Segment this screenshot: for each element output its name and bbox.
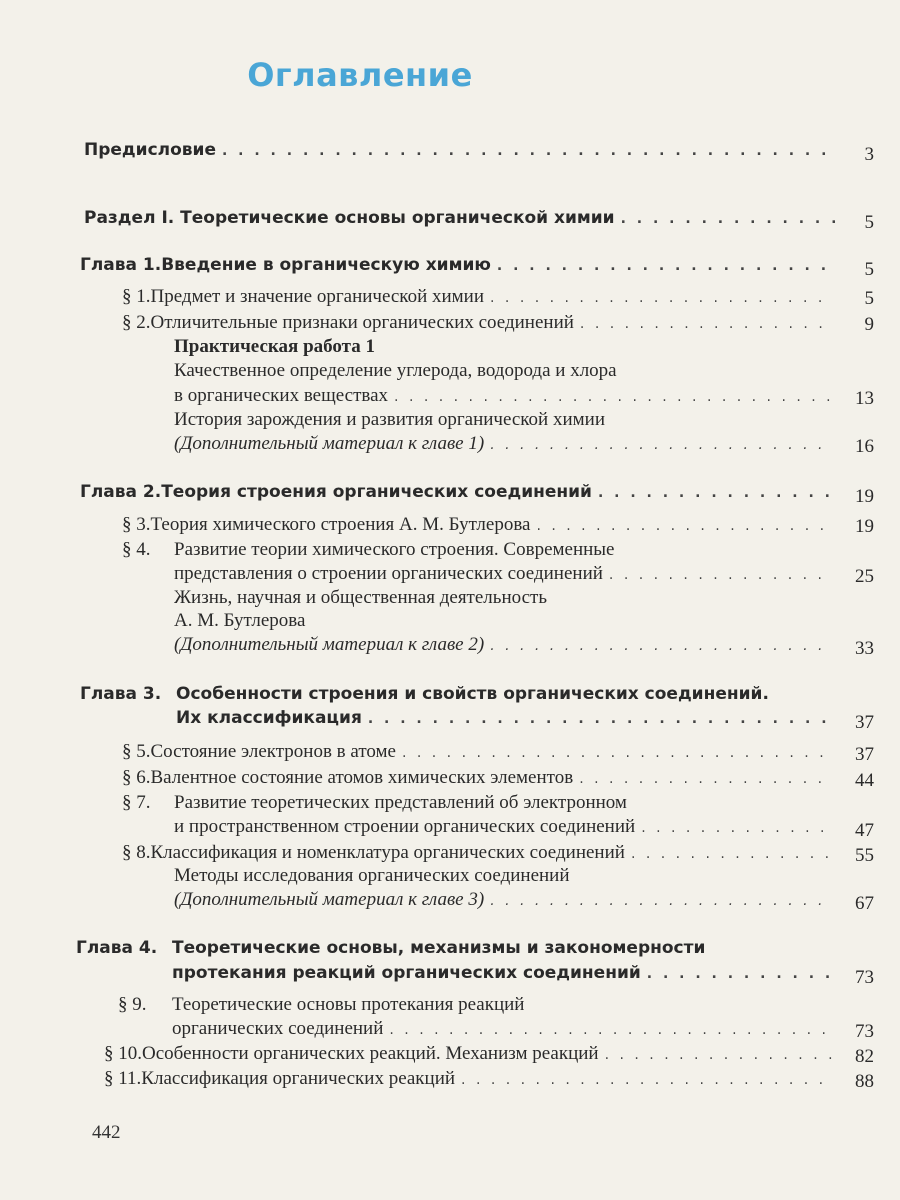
page-number: 5 [864, 259, 874, 280]
toc-entry-methods-line[interactable]: (Дополнительный материал к главе 3) . . . [0, 889, 838, 911]
page-number: 13 [855, 388, 874, 409]
dot-leader [394, 389, 832, 405]
toc-entry-chapter-2[interactable]: Глава 2. Теория строения органических соединений . . . [0, 482, 838, 502]
toc-entry-section-1[interactable]: Раздел I. Теоретические основы органической химии . . . [0, 208, 844, 228]
page-number: 19 [855, 486, 874, 507]
page-number: 3 [864, 144, 874, 165]
page-number: 73 [855, 967, 874, 988]
toc-entry-paragraph-5[interactable]: § 5. Состояние электронов в атоме . . . [0, 741, 838, 763]
toc-entry-practical-1-title[interactable]: Практическая работа 1 [174, 336, 375, 357]
dot-leader [222, 143, 832, 159]
dot-leader [641, 820, 832, 836]
toc-entry-chapter-4[interactable]: Глава 4. Теоретические основы, механизмы и закономерности [76, 938, 706, 958]
page-number: 47 [855, 820, 874, 841]
folio-page-number: 442 [92, 1122, 121, 1143]
toc-entry-paragraph-10[interactable]: § 10. Особенности органических реакций. Механизм реакций . . . [0, 1043, 838, 1065]
page-number: 9 [864, 314, 874, 335]
page-number: 37 [855, 712, 874, 733]
toc-entry-paragraph-9-cont[interactable]: органических соединений . . . [0, 1018, 838, 1040]
toc-entry-paragraph-6[interactable]: § 6. Валентное состояние атомов химических элементов . . . [0, 767, 838, 789]
toc-entry-preface[interactable]: Предисловие . . . [0, 140, 838, 160]
toc-entry-practical-1-line: Качественное определение углерода, водорода и хлора [174, 360, 617, 381]
page-number: 88 [855, 1071, 874, 1092]
dot-leader [368, 711, 832, 727]
page-number: 73 [855, 1021, 874, 1042]
dot-leader [536, 518, 832, 534]
toc-entry-paragraph-11[interactable]: § 11. Классификация органических реакций . . . [0, 1068, 838, 1090]
page-number: 19 [855, 516, 874, 537]
page-number: 44 [855, 770, 874, 791]
dot-leader [609, 567, 832, 583]
toc-entry-paragraph-7[interactable]: § 7. Развитие теоретических представлений об электронном [122, 792, 627, 813]
toc-entry-life-line[interactable]: (Дополнительный материал к главе 2) . . . [0, 634, 838, 656]
toc-entry-chapter-3[interactable]: Глава 3. Особенности строения и свойств органических соединений. [80, 684, 769, 704]
toc-entry-paragraph-3[interactable]: § 3. Теория химического строения А. М. Бутлерова . . . [0, 514, 838, 536]
page-number: 25 [855, 566, 874, 587]
dot-leader [402, 745, 832, 761]
page-number: 33 [855, 638, 874, 659]
dot-leader [490, 437, 832, 453]
toc-entry-chapter-1[interactable]: Глава 1. Введение в органическую химию . . . [0, 255, 838, 275]
page-number: 82 [855, 1046, 874, 1067]
toc-entry-methods-line: Методы исследования органических соединений [174, 865, 570, 886]
dot-leader [579, 771, 832, 787]
toc-entry-paragraph-4[interactable]: § 4. Развитие теории химического строения. Современные [122, 539, 615, 560]
dot-leader [647, 966, 832, 982]
toc-entry-history-line: История зарождения и развития органической химии [174, 409, 606, 430]
dot-leader [389, 1022, 832, 1038]
dot-leader [605, 1047, 832, 1063]
toc-entry-life-line: Жизнь, научная и общественная деятельность [174, 587, 547, 608]
dot-leader [598, 485, 832, 501]
page-number: 5 [864, 288, 874, 309]
dot-leader [580, 316, 832, 332]
dot-leader [490, 893, 832, 909]
toc-entry-paragraph-8[interactable]: § 8. Классификация и номенклатура органических соединений . . . [0, 842, 838, 864]
page-number: 16 [855, 436, 874, 457]
toc-entry-paragraph-2[interactable]: § 2. Отличительные признаки органических соединений . . . [0, 312, 838, 334]
toc-entry-paragraph-7-cont[interactable]: и пространственном строении органических соединений . . . [0, 816, 838, 838]
dot-leader [490, 290, 832, 306]
dot-leader [490, 638, 832, 654]
toc-entry-life-line: А. М. Бутлерова [174, 610, 306, 631]
toc-entry-chapter-3-cont[interactable]: Их классификация . . . [0, 708, 838, 728]
dot-leader [621, 211, 838, 227]
toc-entry-paragraph-1[interactable]: § 1. Предмет и значение органической химии . . . [0, 286, 838, 308]
page-number: 37 [855, 744, 874, 765]
page-number: 55 [855, 845, 874, 866]
toc-entry-paragraph-4-cont[interactable]: представления о строении органических соединений . . . [0, 563, 838, 585]
toc-entry-chapter-4-cont[interactable]: протекания реакций органических соединений . . . [0, 963, 838, 983]
page-number: 5 [864, 212, 874, 233]
dot-leader [497, 258, 832, 274]
toc-entry-paragraph-9[interactable]: § 9. Теоретические основы протекания реакций [118, 994, 525, 1015]
dot-leader [461, 1072, 832, 1088]
dot-leader [631, 846, 832, 862]
toc-entry-practical-1-line[interactable]: в органических веществах . . . [0, 385, 838, 407]
toc-entry-history-line[interactable]: (Дополнительный материал к главе 1) . . . [0, 433, 838, 455]
page-number: 67 [855, 893, 874, 914]
page-title: Оглавление [247, 56, 473, 94]
